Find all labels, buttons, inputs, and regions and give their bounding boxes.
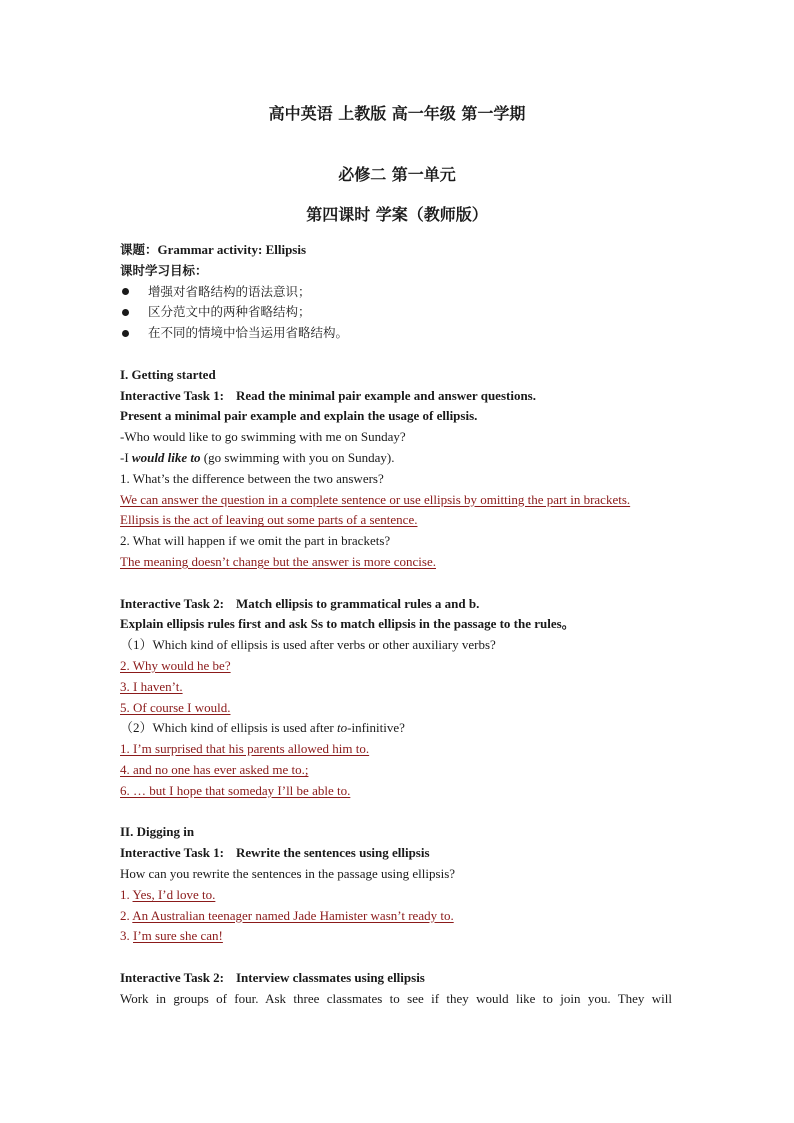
subquestion-1: （1）Which kind of ellipsis is used after verbs or other auxiliary verbs?	[120, 637, 496, 653]
s2-task1-question: How can you rewrite the sentences in the passage using ellipsis?	[120, 865, 456, 881]
sub2-answer: 1. I’m surprised that his parents allowed him to.	[120, 741, 370, 757]
sub1-answer: 3. I haven’t.	[120, 678, 183, 694]
rewrite-answer: 3. I’m sure she can!	[120, 928, 223, 944]
sub1-answer: 2. Why would he be?	[120, 657, 231, 673]
subquestion-2: （2）Which kind of ellipsis is used after to-infinitive?	[120, 720, 405, 736]
course-title: 高中英语 上教版 高一年级 第一学期	[268, 104, 526, 123]
section1-heading: I. Getting started	[120, 366, 216, 382]
s1-task1-heading: Interactive Task 1: Read the minimal pair example and answer questions.	[120, 387, 536, 403]
goal-item: 在不同的情境中恰当运用省略结构。	[120, 323, 672, 344]
goal-item: 区分范文中的两种省略结构；	[120, 302, 672, 323]
s2-task2-text: Work in groups of four. Ask three classmates to see if they would like to join you. They will	[120, 990, 672, 1006]
topic-label: 课题：	[120, 242, 158, 257]
goal-item: 增强对省略结构的语法意识；	[120, 282, 672, 303]
question-1: 1. What’s the difference between the two answers?	[120, 470, 384, 486]
lesson-title: 第四课时 学案（教师版）	[306, 205, 488, 224]
example-question: -Who would like to go swimming with me on Sunday?	[120, 429, 406, 445]
question-2: 2. What will happen if we omit the part in brackets?	[120, 533, 391, 549]
section2-heading: II. Digging in	[120, 824, 195, 840]
answer-2: The meaning doesn’t change but the answer is more concise.	[120, 553, 436, 569]
s2-task1-heading: Interactive Task 1: Rewrite the sentences using ellipsis	[120, 845, 430, 861]
answer-1b: Ellipsis is the act of leaving out some parts of a sentence.	[120, 512, 418, 528]
goals-label: 课时学习目标：	[120, 262, 208, 278]
topic-text: Grammar activity: Ellipsis	[157, 242, 307, 257]
answer-1a: We can answer the question in a complete sentence or use ellipsis by omitting the part in brackets.	[120, 491, 631, 507]
rewrite-answer: 2. An Australian teenager named Jade Hamister wasn’t ready to.	[120, 907, 454, 923]
unit-title: 必修二 第一单元	[338, 165, 456, 184]
bullet-icon	[122, 288, 129, 295]
s1-task2-instruction: Explain ellipsis rules first and ask Ss to match ellipsis in the passage to the rules。	[120, 616, 575, 632]
bullet-icon	[122, 309, 129, 316]
s2-task2-heading: Interactive Task 2: Interview classmates using ellipsis	[120, 969, 425, 985]
s1-task1-instruction: Present a minimal pair example and explain the usage of ellipsis.	[120, 408, 478, 424]
sub2-answer: 6. … but I hope that someday I’ll be able to.	[120, 782, 351, 798]
bullet-icon	[122, 330, 129, 337]
sub2-answer: 4. and no one has ever asked me to.;	[120, 761, 309, 777]
rewrite-answer: 1. Yes, I’d love to.	[120, 886, 216, 902]
document-body	[120, 240, 672, 1009]
sub1-answer: 5. Of course I would.	[120, 699, 231, 715]
s1-task2-heading: Interactive Task 2: Match ellipsis to grammatical rules a and b.	[120, 595, 480, 611]
lesson-topic	[120, 240, 672, 261]
example-answer: -I would like to (go swimming with you on Sunday).	[120, 449, 395, 465]
title-block	[0, 104, 794, 225]
